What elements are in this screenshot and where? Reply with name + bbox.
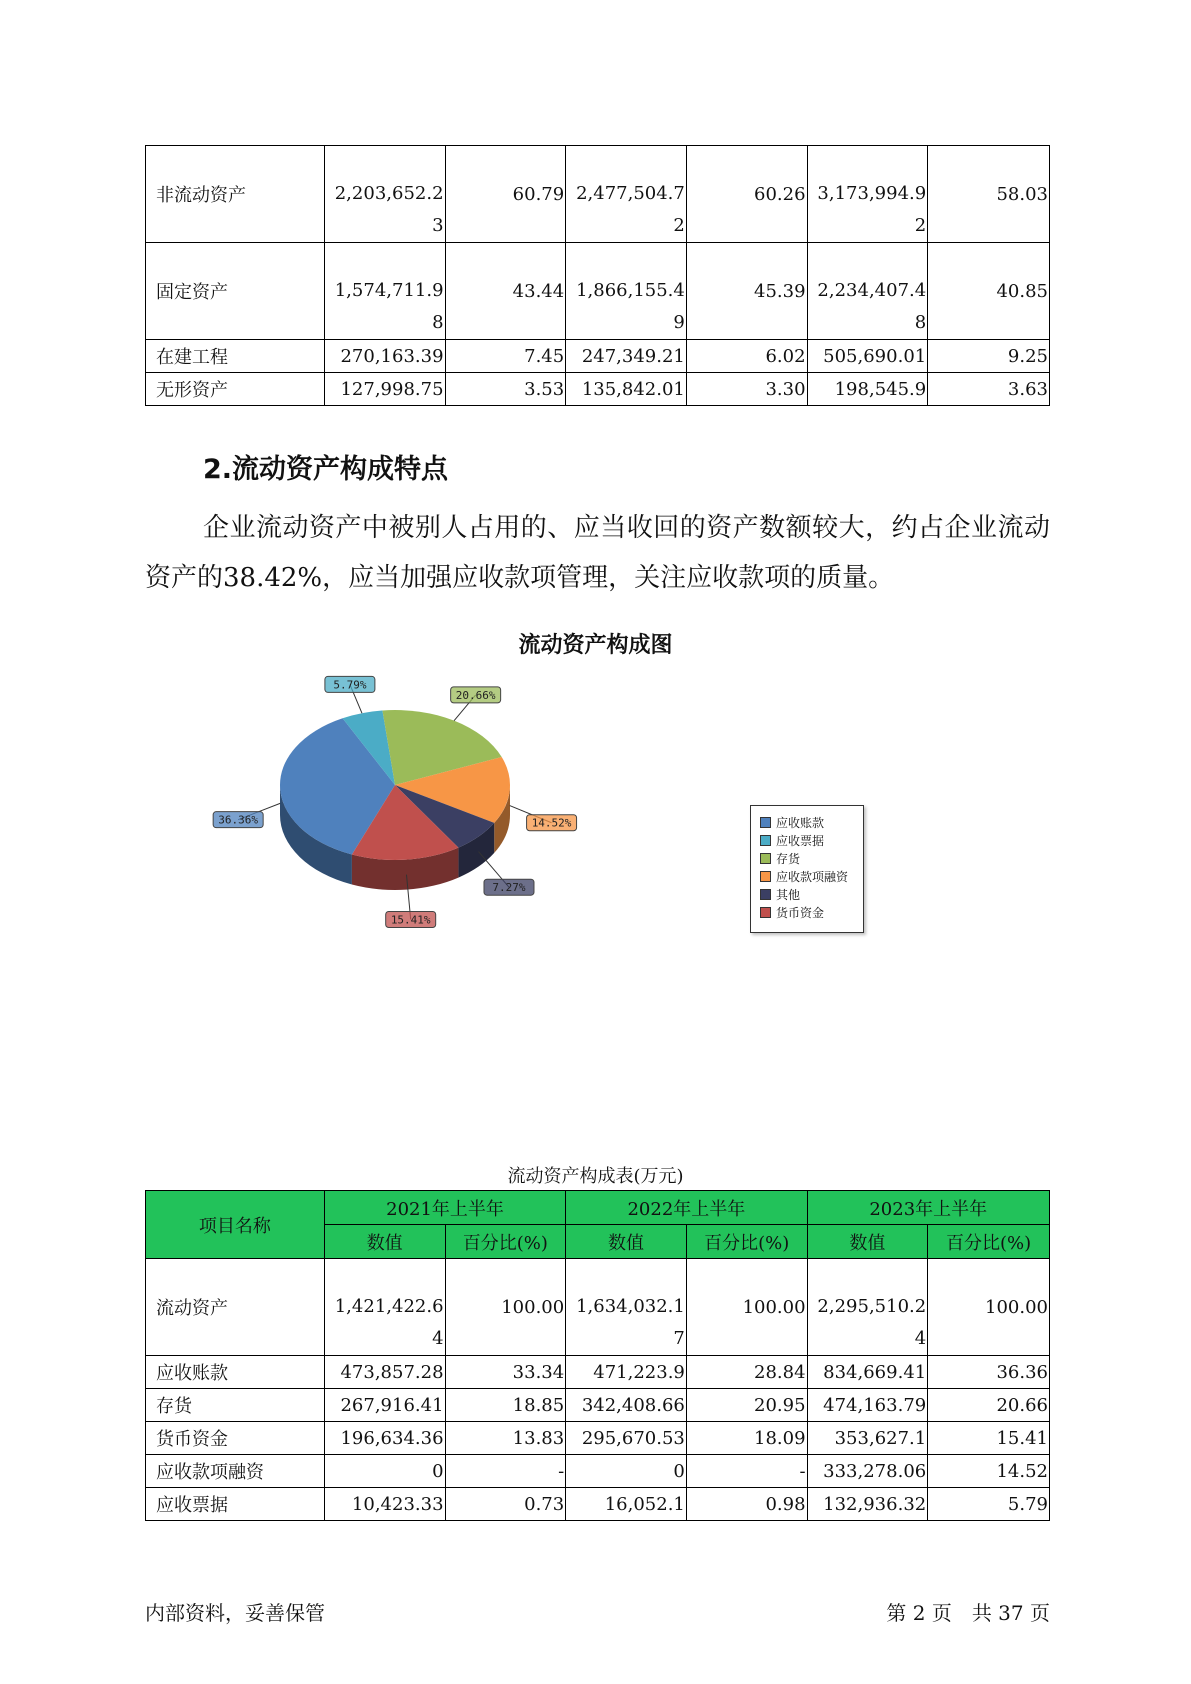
table-caption: 流动资产构成表(万元) bbox=[507, 1166, 684, 1187]
percent-cell: 9.25 bbox=[928, 340, 1050, 373]
percent-cell: 20.95 bbox=[686, 1389, 807, 1422]
percent-cell: 60.79 bbox=[445, 146, 566, 243]
value-cell: 342,408.66 bbox=[566, 1389, 687, 1422]
legend-swatch bbox=[760, 871, 771, 882]
percent-cell: 14.52 bbox=[928, 1455, 1050, 1488]
percent-cell: 3.63 bbox=[928, 373, 1050, 406]
percent-cell: 0.98 bbox=[686, 1488, 807, 1521]
value-cell: 270,163.39 bbox=[324, 340, 445, 373]
legend-swatch bbox=[760, 907, 771, 918]
legend-item bbox=[751, 885, 863, 903]
table-row bbox=[146, 1356, 1050, 1389]
value-cell: 3,173,994.92 bbox=[807, 146, 928, 243]
pie-data-label: 5.79% bbox=[333, 678, 367, 692]
percent-cell: 15.41 bbox=[928, 1422, 1050, 1455]
row-name: 固定资产 bbox=[146, 243, 325, 340]
legend-label: 应收账款 bbox=[776, 815, 825, 830]
percent-cell: 43.44 bbox=[445, 243, 566, 340]
value-cell: 16,052.1 bbox=[566, 1488, 687, 1521]
percent-cell: 36.36 bbox=[928, 1356, 1050, 1389]
row-name: 非流动资产 bbox=[146, 146, 325, 243]
value-cell: 0 bbox=[566, 1455, 687, 1488]
percent-cell: 0.73 bbox=[445, 1488, 566, 1521]
header-year: 2022年上半年 bbox=[566, 1191, 807, 1225]
legend-swatch bbox=[760, 853, 771, 864]
header-value: 数值 bbox=[566, 1225, 687, 1259]
percent-cell: 13.83 bbox=[445, 1422, 566, 1455]
value-cell: 1,421,422.64 bbox=[324, 1259, 445, 1356]
value-cell: 135,842.01 bbox=[566, 373, 687, 406]
value-cell: 2,295,510.24 bbox=[807, 1259, 928, 1356]
legend-swatch bbox=[760, 835, 771, 846]
header-value: 数值 bbox=[807, 1225, 928, 1259]
value-cell: 1,634,032.17 bbox=[566, 1259, 687, 1356]
section-heading: 2.流动资产构成特点 bbox=[203, 454, 449, 485]
pie-chart bbox=[218, 678, 650, 950]
percent-cell: - bbox=[445, 1455, 566, 1488]
legend-label: 应收款项融资 bbox=[776, 869, 849, 884]
value-cell: 127,998.75 bbox=[324, 373, 445, 406]
percent-cell: 3.30 bbox=[686, 373, 807, 406]
percent-cell: 100.00 bbox=[686, 1259, 807, 1356]
footer-left: 内部资料，妥善保管 bbox=[145, 1601, 325, 1625]
header-percent: 百分比(%) bbox=[928, 1225, 1050, 1259]
value-cell: 1,866,155.49 bbox=[566, 243, 687, 340]
table-row bbox=[146, 340, 1050, 373]
row-name: 存货 bbox=[146, 1389, 325, 1422]
value-cell: 471,223.9 bbox=[566, 1356, 687, 1389]
legend-item bbox=[751, 831, 863, 849]
pie-data-label: 20.66% bbox=[455, 688, 496, 702]
pie-data-label: 14.52% bbox=[531, 816, 572, 830]
percent-cell: 40.85 bbox=[928, 243, 1050, 340]
value-cell: 2,477,504.72 bbox=[566, 146, 687, 243]
percent-cell: 20.66 bbox=[928, 1389, 1050, 1422]
header-item: 项目名称 bbox=[146, 1191, 325, 1259]
header-value: 数值 bbox=[324, 1225, 445, 1259]
legend-item bbox=[751, 867, 863, 885]
table-row bbox=[146, 1389, 1050, 1422]
legend-item bbox=[751, 903, 863, 921]
table-row bbox=[146, 1488, 1050, 1521]
value-cell: 247,349.21 bbox=[566, 340, 687, 373]
percent-cell: 18.85 bbox=[445, 1389, 566, 1422]
chart-title: 流动资产构成图 bbox=[518, 633, 673, 658]
value-cell: 834,669.41 bbox=[807, 1356, 928, 1389]
legend-item bbox=[751, 813, 863, 831]
header-year: 2023年上半年 bbox=[807, 1191, 1049, 1225]
value-cell: 333,278.06 bbox=[807, 1455, 928, 1488]
legend-label: 货币资金 bbox=[776, 905, 825, 920]
legend-label: 应收票据 bbox=[776, 833, 825, 848]
section-paragraph: 企业流动资产中被别人占用的、应当收回的资产数额较大，约占企业流动资产的38.42%，应当加强应收款项管理，关注应收款项的质量。 bbox=[145, 513, 1050, 593]
value-cell: 474,163.79 bbox=[807, 1389, 928, 1422]
page-number: 第 2 页 共 37 页 bbox=[886, 1601, 1050, 1625]
value-cell: 2,203,652.23 bbox=[324, 146, 445, 243]
percent-cell: 33.34 bbox=[445, 1356, 566, 1389]
value-cell: 2,234,407.48 bbox=[807, 243, 928, 340]
percent-cell: 100.00 bbox=[445, 1259, 566, 1356]
value-cell: 505,690.01 bbox=[807, 340, 928, 373]
value-cell: 198,545.9 bbox=[807, 373, 928, 406]
row-name: 应收账款 bbox=[146, 1356, 325, 1389]
row-name: 货币资金 bbox=[146, 1422, 325, 1455]
table-row bbox=[146, 1422, 1050, 1455]
row-name: 在建工程 bbox=[146, 340, 325, 373]
legend-swatch bbox=[760, 889, 771, 900]
percent-cell: 6.02 bbox=[686, 340, 807, 373]
chart-legend bbox=[750, 805, 864, 933]
value-cell: 0 bbox=[324, 1455, 445, 1488]
value-cell: 196,634.36 bbox=[324, 1422, 445, 1455]
percent-cell: - bbox=[686, 1455, 807, 1488]
row-name: 无形资产 bbox=[146, 373, 325, 406]
header-percent: 百分比(%) bbox=[686, 1225, 807, 1259]
table-row bbox=[146, 146, 1050, 243]
percent-cell: 28.84 bbox=[686, 1356, 807, 1389]
row-name: 应收款项融资 bbox=[146, 1455, 325, 1488]
percent-cell: 7.45 bbox=[445, 340, 566, 373]
percent-cell: 60.26 bbox=[686, 146, 807, 243]
value-cell: 1,574,711.98 bbox=[324, 243, 445, 340]
row-name: 流动资产 bbox=[146, 1259, 325, 1356]
value-cell: 132,936.32 bbox=[807, 1488, 928, 1521]
legend-label: 其他 bbox=[776, 887, 801, 902]
value-cell: 353,627.1 bbox=[807, 1422, 928, 1455]
value-cell: 267,916.41 bbox=[324, 1389, 445, 1422]
table-row bbox=[146, 373, 1050, 406]
percent-cell: 18.09 bbox=[686, 1422, 807, 1455]
percent-cell: 45.39 bbox=[686, 243, 807, 340]
header-year: 2021年上半年 bbox=[324, 1191, 565, 1225]
pie-data-label: 36.36% bbox=[218, 813, 259, 827]
table-row bbox=[146, 243, 1050, 340]
header-row bbox=[146, 1191, 1050, 1225]
non-current-assets-table bbox=[145, 145, 1050, 406]
current-assets-table bbox=[145, 1190, 1050, 1521]
table-row bbox=[146, 1455, 1050, 1488]
row-name: 应收票据 bbox=[146, 1488, 325, 1521]
pie-data-label: 15.41% bbox=[390, 913, 431, 927]
value-cell: 10,423.33 bbox=[324, 1488, 445, 1521]
legend-label: 存货 bbox=[776, 851, 801, 866]
legend-item bbox=[751, 849, 863, 867]
pie-data-label: 7.27% bbox=[492, 881, 526, 895]
header-percent: 百分比(%) bbox=[445, 1225, 566, 1259]
percent-cell: 58.03 bbox=[928, 146, 1050, 243]
legend-swatch bbox=[760, 817, 771, 828]
percent-cell: 3.53 bbox=[445, 373, 566, 406]
table-row bbox=[146, 1259, 1050, 1356]
percent-cell: 5.79 bbox=[928, 1488, 1050, 1521]
value-cell: 473,857.28 bbox=[324, 1356, 445, 1389]
value-cell: 295,670.53 bbox=[566, 1422, 687, 1455]
percent-cell: 100.00 bbox=[928, 1259, 1050, 1356]
